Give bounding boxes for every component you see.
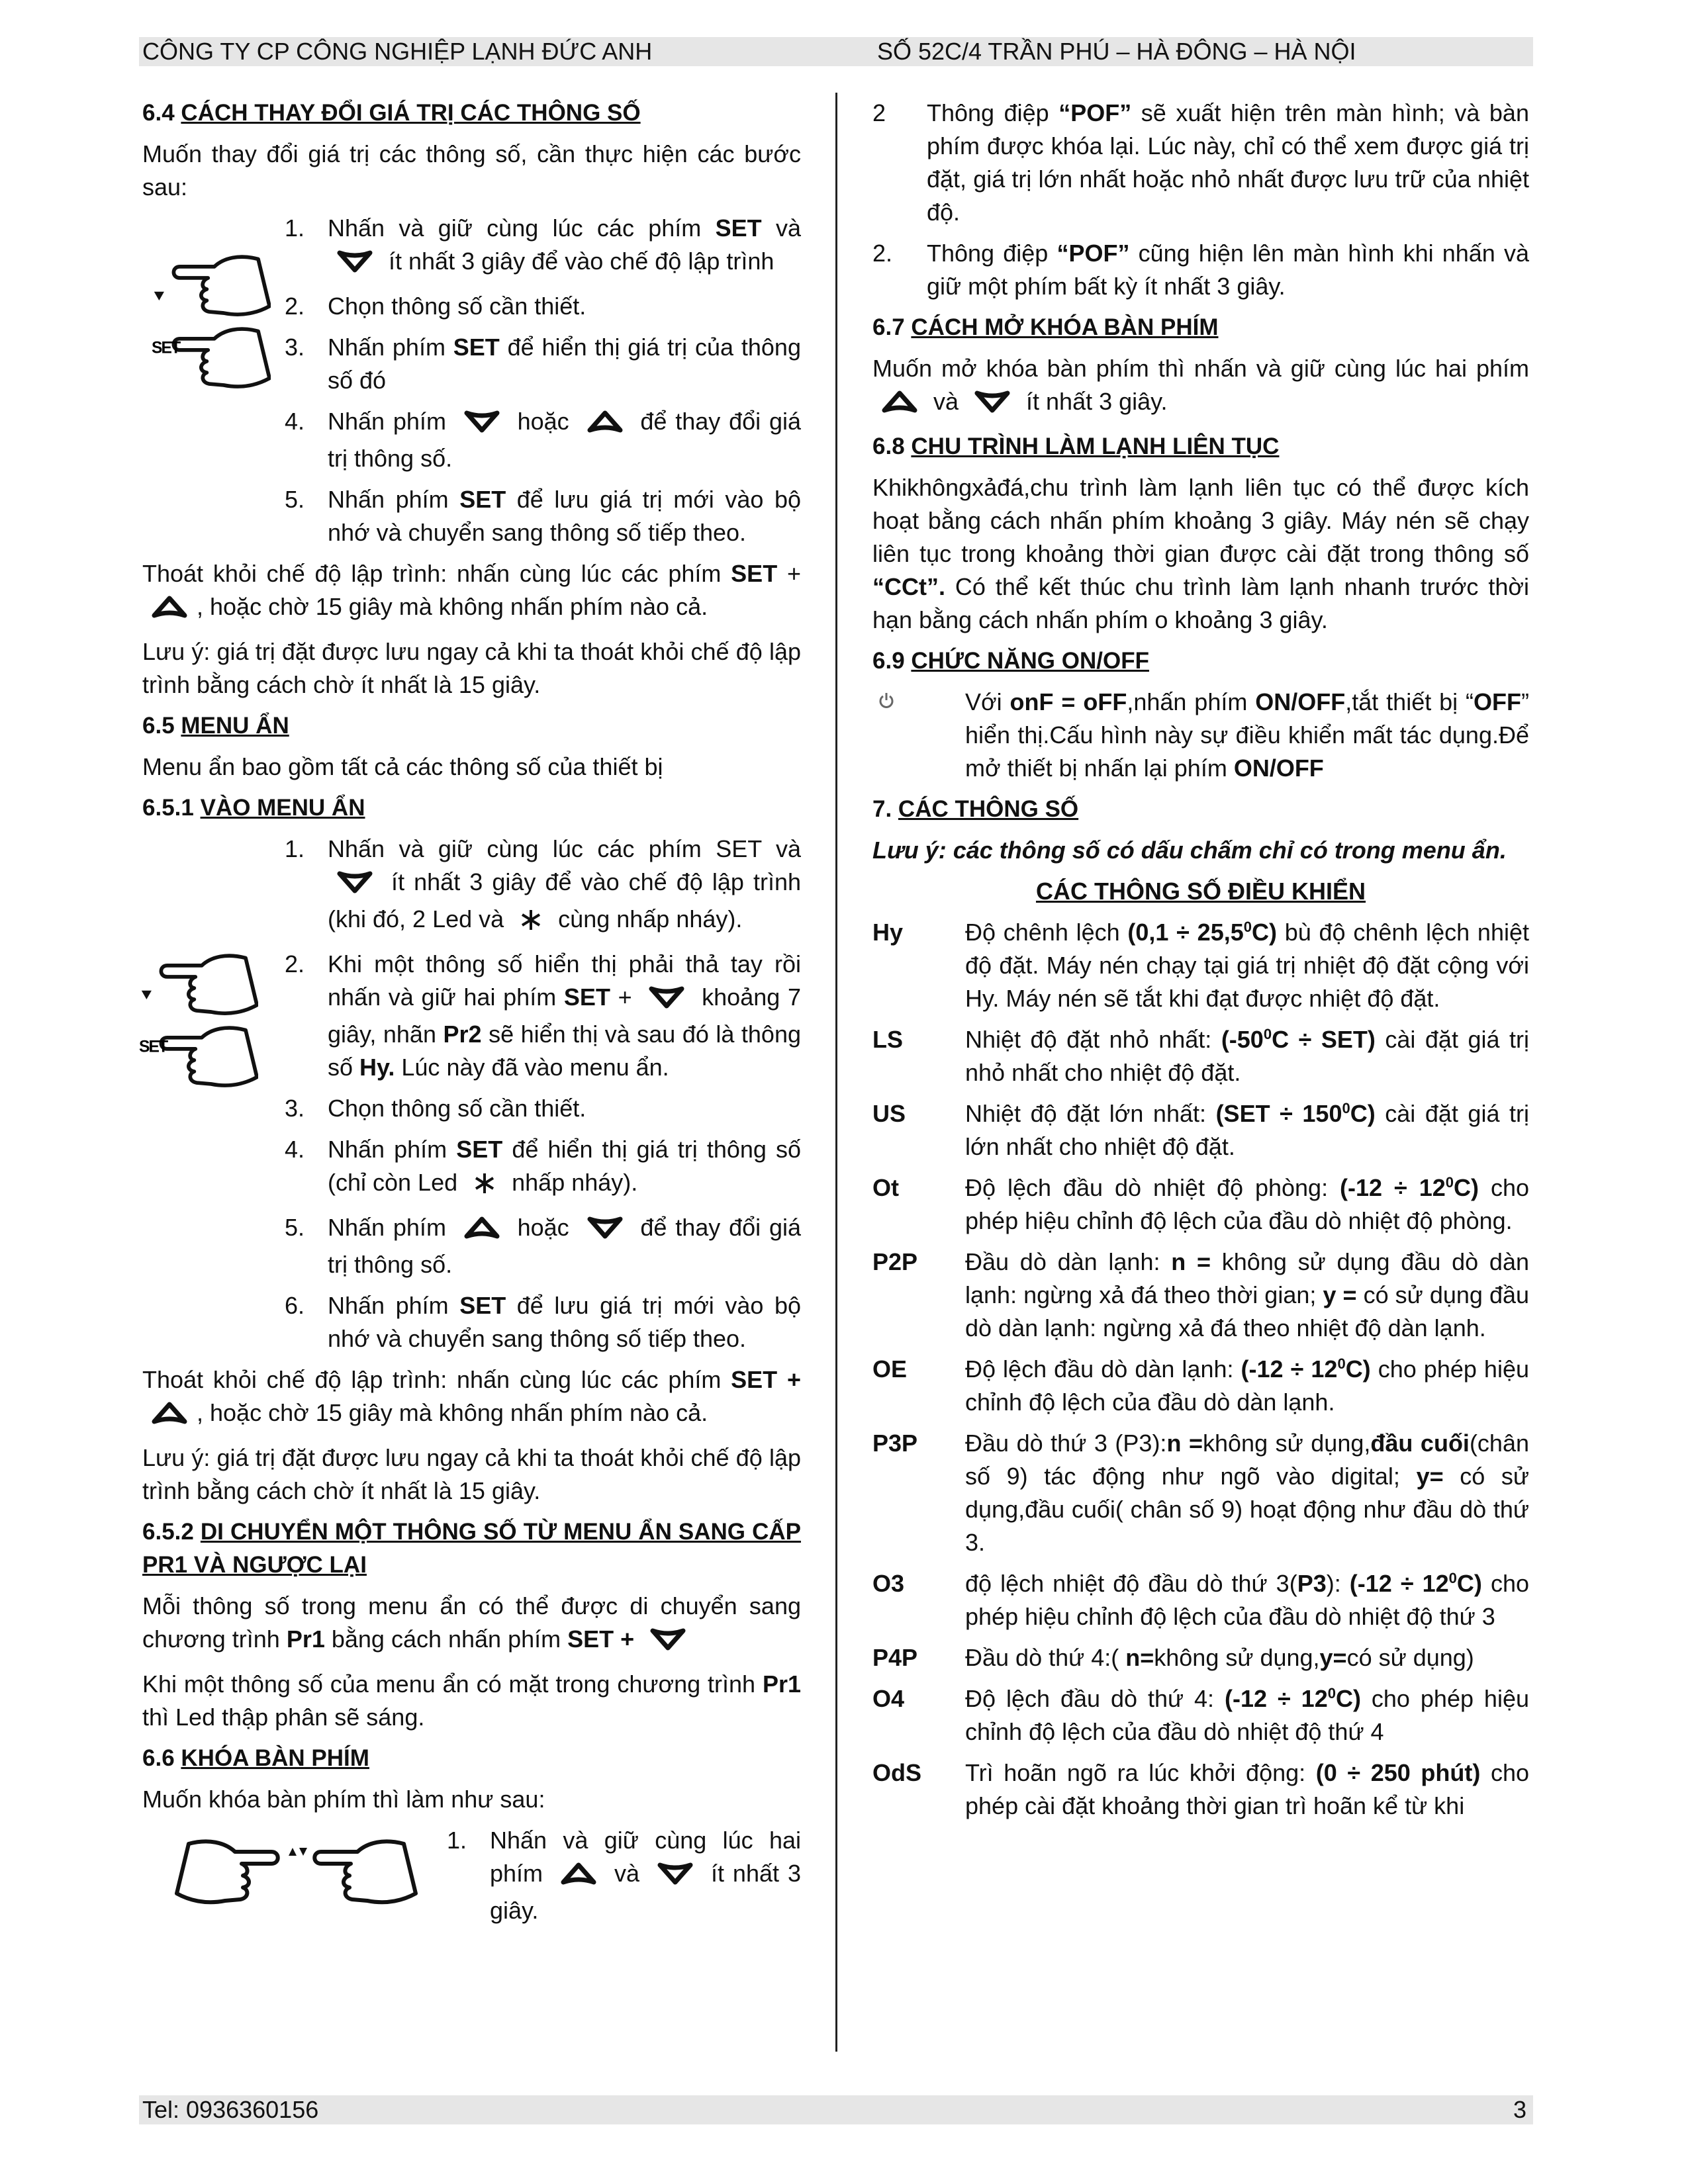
down-arrow-key-icon [649, 985, 684, 1018]
text-run: Nhấn phím [328, 1292, 460, 1319]
text-run: cài đặt giá trị nhỏ nhất cho nhiệt độ đặt. [965, 1026, 1529, 1086]
list-number: 6. [285, 1292, 305, 1319]
page-footer [139, 2095, 1533, 2124]
text-run: ” hiển thị.Cấu hình này sự điều khiển mất tác dụng.Để mở thiết bị nhấn lại phím [965, 688, 1530, 782]
bold-text: SET [456, 1136, 503, 1163]
list-number: 5. [285, 486, 305, 513]
right-column [872, 97, 1529, 1831]
text-run: để thay đổi giá trị thông số. [328, 408, 801, 472]
section-number: 6.4 [142, 100, 181, 126]
power-icon [878, 686, 895, 719]
text-run: Lúc này đã vào menu ẩn. [395, 1054, 669, 1081]
paragraph [142, 1363, 801, 1433]
text-run: Nhiệt độ đặt nhỏ nhất: [965, 1026, 1221, 1053]
paragraph [142, 751, 801, 784]
list-item [142, 1133, 801, 1203]
bold-text: (-12 ÷ 12 [1241, 1355, 1338, 1383]
parameter-description [965, 688, 1529, 782]
text-run: (chân số 9) tác động như ngõ vào digital; [965, 1430, 1529, 1490]
subsection-title [872, 875, 1529, 908]
paragraph [872, 352, 1529, 422]
parameter-description [965, 1685, 1529, 1745]
section-title: CÁC THÔNG SỐ [898, 796, 1079, 822]
text-run: sẽ xuất hiện trên màn hình; và bàn phím được khóa lại. Lúc này, chỉ có thể xem được giá trị đặt, giá trị lớn nhất hoặc nhỏ nhất được lưu trữ của nhiệt độ. [927, 99, 1529, 226]
text-run: Nhấn phím [328, 486, 460, 513]
section-heading [142, 792, 801, 825]
footer-phone: Tel: 0936360156 [142, 2096, 319, 2123]
text-run: , hoặc chờ 15 giây mà không nhấn phím nào cả. [197, 593, 708, 620]
list-number: 4. [285, 1136, 305, 1163]
bold-text: “POF” [1056, 240, 1130, 267]
parameter-row [872, 1171, 1529, 1238]
hand-press-illustration [139, 948, 258, 1109]
section-heading [872, 793, 1529, 826]
up-arrow-key-icon [587, 409, 623, 442]
text-run: không sử dụng đầu dò dàn lạnh: ngừng xả đá theo thời gian; [965, 1248, 1529, 1308]
list-item [142, 833, 801, 940]
section-title: CHU TRÌNH LÀM LẠNH LIÊN TỤC [911, 433, 1280, 459]
text-run: Nhấn và giữ cùng lúc các phím SET và [328, 835, 801, 862]
text-run: Chọn thông số cần thiết. [328, 293, 586, 320]
list-number: 3. [285, 1095, 305, 1122]
text-run: hoặc [508, 1214, 578, 1241]
text-run: độ lệch nhiệt độ đầu dò thứ 3( [965, 1570, 1297, 1597]
list-text [328, 835, 801, 933]
text-run: Mỗi thông số trong menu ẩn có thể được di chuyển sang chương trình [142, 1592, 801, 1653]
list-item [142, 405, 801, 475]
bold-text: “POF” [1058, 99, 1132, 126]
parameter-description [965, 1759, 1529, 1819]
text-run: cho phép hiệu chỉnh độ lệch của đầu dò nhiệt độ thứ 3 [965, 1570, 1530, 1630]
list-text [328, 950, 801, 1081]
text-run: để hiển thị giá trị thông số (chỉ còn Led [328, 1136, 801, 1196]
parameter-row [872, 1567, 1529, 1633]
bold-text: y= [1416, 1463, 1444, 1490]
text-run: để lưu giá trị mới vào bộ nhớ và chuyển sang thông số tiếp theo. [328, 486, 801, 546]
text-run: Muốn thay đổi giá trị các thông số, cần thực hiện các bước sau: [142, 140, 801, 201]
list-item [142, 483, 801, 549]
parameter-row [872, 1353, 1529, 1419]
bold-text: onF = oFF [1009, 688, 1127, 715]
list-item [142, 290, 801, 323]
parameter-description [965, 1174, 1529, 1234]
text-run: Trì hoãn ngõ ra lúc khởi động: [965, 1759, 1316, 1786]
text-run: và [761, 214, 801, 242]
list-item [872, 237, 1529, 303]
text-run: và [606, 1860, 648, 1887]
text-run: Nhấn phím [328, 1136, 457, 1163]
bold-text: (-12 ÷ 12 [1340, 1174, 1446, 1201]
parameter-code: O4 [872, 1685, 905, 1712]
degree-superscript: 0 [1448, 1570, 1457, 1586]
text-run: Lưu ý: các thông số có dấu chấm chỉ có trong menu ẩn. [872, 837, 1507, 864]
parameter-row [872, 1756, 1529, 1823]
paragraph [142, 1668, 801, 1734]
text-run: không sử dụng, [1154, 1644, 1320, 1671]
degree-superscript: 0 [1327, 1685, 1336, 1702]
bold-text: đầu cuối [1370, 1430, 1470, 1457]
snowflake-led-icon [473, 1170, 496, 1203]
section-number: 6.8 [872, 433, 912, 459]
degree-superscript: 0 [1342, 1100, 1350, 1116]
text-run: ,nhấn phím [1127, 688, 1256, 715]
section-title: MENU ẨN [181, 713, 289, 739]
parameter-code: LS [872, 1026, 904, 1053]
down-arrow-key-icon [657, 1861, 693, 1894]
list-number: 1. [285, 835, 305, 862]
svg-text:SET: SET [139, 1038, 167, 1056]
text-run: Menu ẩn bao gồm tất cả các thông số của thiết bị [142, 753, 663, 780]
text-run: và [927, 388, 966, 415]
degree-superscript: 0 [1263, 1026, 1272, 1042]
text-run: sẽ hiển thị và sau đó là thông số [328, 1021, 801, 1081]
bold-text: Pr1 [286, 1625, 325, 1653]
degree-superscript: 0 [1337, 1355, 1346, 1372]
text-run: không sử dụng, [1203, 1430, 1371, 1457]
section-heading [872, 311, 1529, 344]
paragraph [142, 557, 801, 627]
text-run: Lưu ý: giá trị đặt được lưu ngay cả khi ta thoát khỏi chế độ lập trình bằng cách chờ ít nhất là 15 giây. [142, 1444, 801, 1504]
bold-text: (-12 ÷ 12 [1349, 1570, 1449, 1597]
up-arrow-key-icon [152, 594, 187, 627]
list-number: 2. [872, 240, 893, 267]
text-run: Đầu dò thứ 3 (P3): [965, 1430, 1167, 1457]
text-run: có sử dụng đầu dò dàn lạnh: ngừng xả đá theo nhiệt độ dàn lạnh. [965, 1281, 1530, 1342]
up-arrow-key-icon [882, 389, 917, 422]
parameter-code: P2P [872, 1248, 918, 1275]
section-title: VÀO MENU ẨN [200, 795, 365, 821]
text-run: Nhấn và giữ cùng lúc hai phím [490, 1827, 801, 1887]
text-run: bù độ chênh lệch nhiệt độ đặt. Máy nén chạy tại giá trị nhiệt độ đặt cộng với Hy. Máy nén sẽ tắt khi đạt được nhiệt độ đặt. [965, 919, 1529, 1012]
text-run: Thoát khỏi chế độ lập trình: nhấn cùng lúc các phím [142, 1366, 731, 1393]
text-run: Muốn mở khóa bàn phím thì nhấn và giữ cùng lúc hai phím [872, 355, 1529, 382]
parameter-row [872, 1023, 1529, 1089]
parameter-code: O3 [872, 1570, 905, 1597]
text-run: hoặc [508, 408, 578, 435]
text-run: cùng nhấp nháy). [551, 905, 743, 933]
list-item [139, 948, 801, 1084]
text-run: Đầu dò thứ 4:( [965, 1644, 1126, 1671]
parameter-row [872, 916, 1529, 1015]
company-address: SỐ 52C/4 TRẦN PHÚ – HÀ ĐÔNG – HÀ NỘI [877, 38, 1356, 65]
bold-text: C) [1252, 919, 1277, 946]
parameter-row [872, 1641, 1529, 1674]
list-number: 4. [285, 408, 305, 435]
bold-text: SET [459, 486, 506, 513]
degree-superscript: 0 [1445, 1174, 1454, 1191]
text-run: Nhấn phím [328, 408, 455, 435]
text-run: Có thể kết thúc chu trình làm lạnh nhanh trước thời hạn bằng cách nhấn phím o khoảng 3 giây. [872, 573, 1529, 633]
text-run: ít nhất 3 giây. [490, 1860, 801, 1924]
down-arrow-key-icon [650, 1627, 686, 1660]
section-heading [142, 1516, 801, 1582]
section-title: CHỨC NĂNG ON/OFF [911, 648, 1149, 674]
text-run: Với [965, 688, 1010, 715]
text-run: Độ lệch đầu dò nhiệt độ phòng: [965, 1174, 1340, 1201]
text-run: cũng hiện lên màn hình khi nhấn và giữ một phím bất kỳ ít nhất 3 giây. [927, 240, 1529, 300]
text-run: Chọn thông số cần thiết. [328, 1095, 586, 1122]
text-run: ít nhất 3 giây để vào chế độ lập trình [382, 248, 774, 275]
section-title: CÁCH THAY ĐỔI GIÁ TRỊ CÁC THÔNG SỐ [181, 100, 641, 126]
list-text [328, 334, 801, 394]
text-run: để thay đổi giá trị thông số. [328, 1214, 801, 1278]
parameter-row [872, 1246, 1529, 1345]
list-number: 1. [285, 214, 305, 242]
text-run: Độ chênh lệch [965, 919, 1128, 946]
text-run: ít nhất 3 giây. [1019, 388, 1168, 415]
text-run: Nhấn phím [328, 1214, 455, 1241]
down-arrow-key-icon [337, 249, 373, 282]
bold-text: SET [715, 214, 762, 242]
bold-text: n= [1125, 1644, 1154, 1671]
down-arrow-key-icon [464, 409, 500, 442]
section-heading [142, 97, 801, 130]
text-run: Thông điệp [927, 240, 1057, 267]
parameter-description [965, 1355, 1529, 1416]
text-run: bằng cách nhấn phím [324, 1625, 568, 1653]
section-title: KHÓA BÀN PHÍM [181, 1745, 369, 1771]
parameter-row [872, 1427, 1529, 1559]
section-heading [872, 645, 1529, 678]
text-run: Nhấn phím [328, 334, 453, 361]
text-run [777, 1366, 787, 1393]
list-item [142, 1211, 801, 1281]
bold-text: Hy. [359, 1054, 395, 1081]
list-text [927, 240, 1529, 300]
note-text [872, 834, 1529, 867]
list-text [328, 293, 586, 320]
parameter-code: P4P [872, 1644, 918, 1671]
paragraph [142, 1590, 801, 1660]
parameter-code: Hy [872, 919, 904, 946]
up-arrow-key-icon [152, 1400, 187, 1433]
parameter-code: US [872, 1100, 906, 1127]
text-run [634, 1625, 641, 1653]
up-arrow-key-icon [561, 1861, 596, 1894]
paragraph [142, 1441, 801, 1508]
bold-text: Pr2 [443, 1021, 482, 1048]
parameter-row [872, 686, 1529, 785]
text-run: Đầu dò dàn lạnh: [965, 1248, 1172, 1275]
left-column [139, 97, 801, 1935]
section-number: 6.5 [142, 713, 181, 739]
company-name: CÔNG TY CP CÔNG NGHIỆP LẠNH ĐỨC ANH [142, 38, 653, 65]
bold-text: SET [731, 1366, 778, 1393]
text-run: Muốn khóa bàn phím thì làm như sau: [142, 1786, 545, 1813]
text-run: ít nhất 3 giây để vào chế độ lập trình (khi đó, 2 Led và [328, 868, 801, 933]
text-run: + [610, 983, 640, 1011]
list-item [142, 1289, 801, 1355]
list-item [872, 97, 1529, 229]
text-run: để hiển thị giá trị của thông số đó [328, 334, 801, 394]
bold-text: “CCt”. [872, 573, 945, 600]
text-run: Nhấn và giữ cùng lúc các phím [328, 214, 716, 242]
parameter-row [872, 1097, 1529, 1163]
text-run: Thoát khỏi chế độ lập trình: nhấn cùng lúc các phím [142, 560, 731, 587]
bold-text: C) [1456, 1570, 1482, 1597]
bold-text: C) [1335, 1685, 1361, 1712]
section-title: DI CHUYỂN MỘT THÔNG SỐ TỪ MENU ẨN SANG CẤP PR1 VÀ NGƯỢC LẠI [142, 1519, 801, 1578]
section-number: 6.5.1 [142, 795, 201, 821]
parameter-description [965, 919, 1529, 1012]
text-run: Khikhôngxảđá,chu trình làm lạnh liên tục có thể được kích hoạt bằng cách nhấn phím khoảng 3 giây. Máy nén sẽ chạy liên tục trong khoảng thời gian được cài đặt trong thông số [872, 474, 1529, 567]
degree-superscript: 0 [1243, 919, 1252, 935]
bold-text: OFF [1474, 688, 1522, 715]
bold-text: C) [1345, 1355, 1371, 1383]
parameter-code: Ot [872, 1174, 899, 1201]
bold-text: (SET ÷ 150 [1215, 1100, 1342, 1127]
bold-text: + [786, 1366, 801, 1393]
paragraph [142, 1783, 801, 1816]
snowflake-led-icon [520, 907, 542, 940]
list-text [490, 1827, 801, 1924]
bold-text: ON/OFF [1233, 754, 1324, 782]
text-run: có sử dụng,đầu cuối( chân số 9) hoạt động như đầu dò thứ 3. [965, 1463, 1530, 1556]
text-run: , hoặc chờ 15 giây mà không nhấn phím nào cả. [197, 1399, 708, 1426]
text-run: nhấp nháy). [505, 1169, 638, 1196]
list-text [328, 486, 801, 546]
text-run: Thông điệp [927, 99, 1059, 126]
list-text [328, 408, 801, 472]
text-run: ,tắt thiết bị “ [1345, 688, 1474, 715]
down-arrow-key-icon [974, 389, 1010, 422]
parameter-description [965, 1570, 1529, 1630]
hand-press-illustration [172, 1837, 424, 1919]
bold-text: (0,1 ÷ 25,5 [1127, 919, 1244, 946]
list-number: 2. [285, 950, 305, 978]
parameter-code: P3P [872, 1430, 918, 1457]
list-text [328, 1292, 801, 1352]
text-run: khoảng 7 giây, nhãn [328, 983, 801, 1048]
list-item [142, 1824, 801, 1927]
bold-text: (0 ÷ 250 phút) [1315, 1759, 1481, 1786]
section-number: 6.7 [872, 314, 912, 340]
bold-text: SET [453, 334, 500, 361]
parameter-description [965, 1644, 1474, 1671]
section-number: 7. [872, 796, 898, 822]
section-number: 6.5.2 [142, 1519, 201, 1545]
bold-text: n = [1166, 1430, 1203, 1457]
list-item [142, 331, 801, 397]
list-number: 3. [285, 334, 305, 361]
list-item [142, 1092, 801, 1125]
list-text [328, 1136, 801, 1196]
bold-text: C ÷ SET) [1272, 1026, 1376, 1053]
page-header [139, 37, 1533, 66]
bold-text: Pr1 [762, 1670, 801, 1698]
bold-text: SET [731, 560, 778, 587]
parameter-description [965, 1026, 1529, 1086]
bold-text: y = [1323, 1281, 1357, 1308]
list-number: 5. [285, 1214, 305, 1241]
text-run: Khi một thông số của menu ẩn có mặt trong chương trình [142, 1670, 763, 1698]
parameter-row [872, 1682, 1529, 1749]
bold-text: (-12 ÷ 12 [1225, 1685, 1328, 1712]
bold-text: SET [563, 983, 610, 1011]
text-run: cho phép hiệu chỉnh độ lệch của đầu dò nhiệt độ thứ 4 [965, 1685, 1529, 1745]
bold-text: SET [459, 1292, 506, 1319]
page-number: 3 [1513, 2096, 1526, 2123]
text-run: Khi một thông số hiển thị phải thả tay rồi nhấn và giữ hai phím [328, 950, 801, 1011]
parameter-code: OdS [872, 1759, 922, 1786]
list-number: 1. [447, 1827, 467, 1854]
text-run: Độ lệch đầu dò dàn lạnh: [965, 1355, 1241, 1383]
text-run: Độ lệch đầu dò thứ 4: [965, 1685, 1225, 1712]
bold-text: y= [1319, 1644, 1347, 1671]
column-divider [835, 93, 837, 2052]
bold-text: (-50 [1221, 1026, 1264, 1053]
parameter-description [965, 1248, 1529, 1342]
text-run: ): [1326, 1570, 1350, 1597]
list-text [328, 1214, 801, 1278]
text-run: để lưu giá trị mới vào bộ nhớ và chuyển sang thông số tiếp theo. [328, 1292, 801, 1352]
bold-text: C) [1454, 1174, 1479, 1201]
list-number: 2 [872, 99, 886, 126]
text-run: Lưu ý: giá trị đặt được lưu ngay cả khi ta thoát khỏi chế độ lập trình bằng cách chờ ít nhất là 15 giây. [142, 638, 801, 698]
parameter-description [965, 1100, 1529, 1160]
parameter-description [965, 1430, 1529, 1556]
bold-text: n = [1171, 1248, 1211, 1275]
section-number: 6.6 [142, 1745, 181, 1771]
down-arrow-key-icon [587, 1215, 623, 1248]
bold-text: SET + [567, 1625, 635, 1653]
list-number: 2. [285, 293, 305, 320]
section-heading [872, 430, 1529, 463]
text-run: cho phép cài đặt khoảng thời gian trì hoãn kể từ khi [965, 1759, 1529, 1819]
section-title: CÁCH MỞ KHÓA BÀN PHÍM [911, 314, 1219, 340]
paragraph [872, 471, 1529, 637]
section-heading [142, 709, 801, 743]
text-run: có sử dụng) [1346, 1644, 1474, 1671]
bold-text: ON/OFF [1255, 688, 1346, 715]
list-text [328, 214, 801, 275]
text-run: CÁC THÔNG SỐ ĐIỀU KHIỂN [1035, 878, 1366, 905]
text-run: cho phép hiệu chỉnh độ lệch của đầu dò dàn lạnh. [965, 1355, 1529, 1416]
text-run: + [777, 560, 801, 587]
down-arrow-key-icon [337, 870, 373, 903]
text-run: thì Led thập phân sẽ sáng. [142, 1704, 425, 1731]
text-run: cho phép hiệu chỉnh độ lệch của đầu dò nhiệt độ phòng. [965, 1174, 1529, 1234]
bold-text: C) [1350, 1100, 1376, 1127]
list-text [927, 99, 1529, 226]
text-run: Nhiệt độ đặt lớn nhất: [965, 1100, 1216, 1127]
section-number: 6.9 [872, 648, 912, 674]
section-heading [142, 1742, 801, 1775]
paragraph [142, 138, 801, 204]
svg-text:SET: SET [152, 339, 180, 357]
paragraph [142, 635, 801, 702]
parameter-code: OE [872, 1355, 908, 1383]
list-text [328, 1095, 586, 1122]
up-arrow-key-icon [464, 1215, 500, 1248]
text-run: cài đặt giá trị lớn nhất cho nhiệt độ đặt. [965, 1100, 1530, 1160]
bold-text: P3 [1297, 1570, 1327, 1597]
